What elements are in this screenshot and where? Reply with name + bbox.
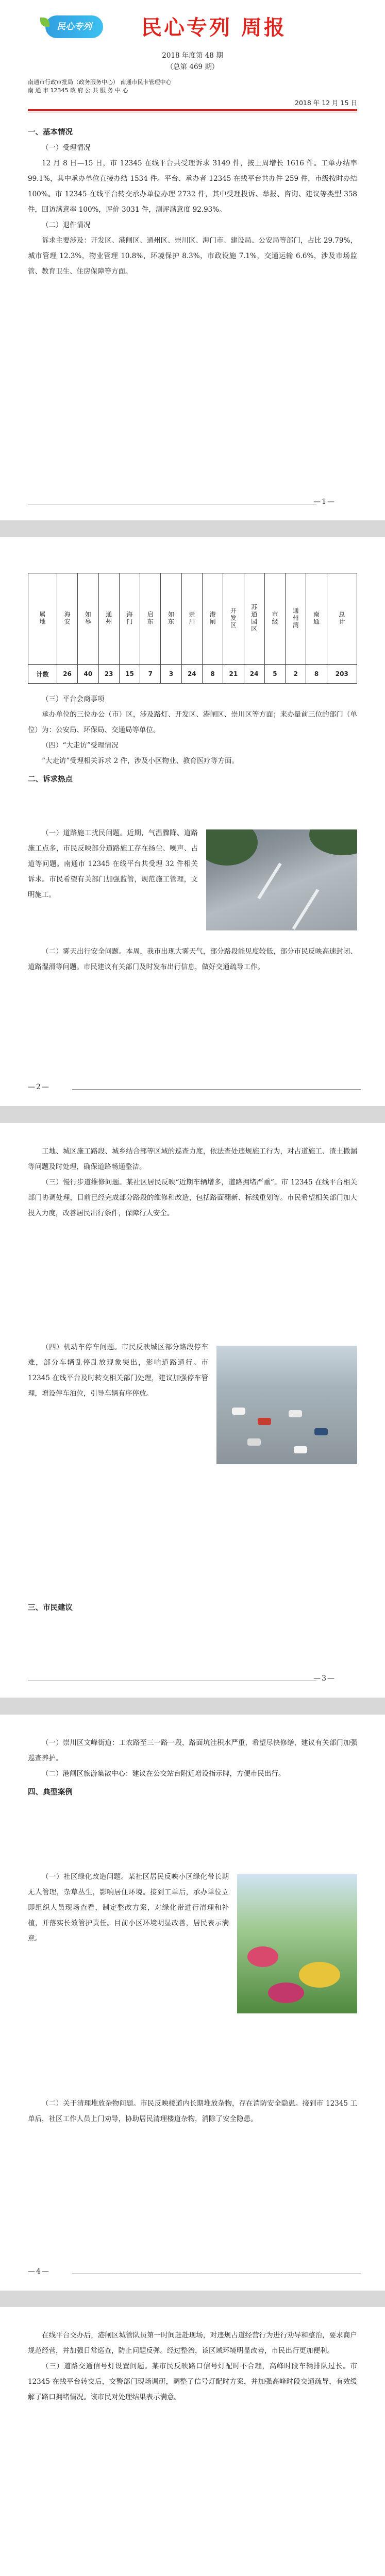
table-header-cell — [140, 573, 161, 665]
table-header-cell — [327, 573, 357, 665]
table-header-cell — [28, 573, 57, 665]
section-hotspots: 二、诉求热点 — [28, 775, 73, 784]
subsection-return: （二）退件情况 — [42, 221, 91, 229]
paragraph: （二）港闸区旅游集散中心：建议在公交站台附近增设指示牌，方便市民出行。 — [42, 1770, 286, 1778]
page1-body — [28, 122, 357, 279]
page-5 — [0, 2307, 385, 2576]
table-cell: 15 — [119, 665, 140, 684]
paragraph: 诉求主要涉及：开发区、港闸区、通州区、崇川区、海门市、建设局、公安局等部门，占比 29.79%，城市管理 12.3%，物业管理 10.8%，环境保护 8.3%，市政设施 7.1%，交通运输 6.6%，涉及市场监管、教育卫生、住房保障等方面。 — [28, 236, 357, 276]
section-basic: 一、基本情况 — [28, 128, 73, 137]
table-header-cell — [244, 573, 264, 665]
garden-photo — [237, 1874, 357, 2013]
paragraph: （二）雾天出行安全问题。本周，我市出现大雾天气，部分路段能见度较低，部分市民反映高速封闭、道路湿滑等问题。市民建议有关部门及时发布出行信息，做好交通疏导工作。 — [28, 947, 357, 971]
paragraph: “大走访”受理相关诉求 2 件，涉及小区物业、教育医疗等方面。 — [42, 757, 239, 765]
lane-mark — [257, 862, 281, 899]
page-number: —2— — [28, 1083, 50, 1091]
tree-shape — [309, 829, 357, 855]
table-header-cell — [223, 573, 244, 665]
header-label: 海门 — [125, 611, 133, 625]
date-line — [28, 98, 357, 107]
issuing-orgs — [28, 78, 172, 95]
brand-logo: 民心专列 — [45, 15, 103, 38]
flower-bed — [268, 1982, 304, 2003]
header-label: 市级 — [271, 611, 278, 625]
header-label: 南通 — [312, 611, 320, 625]
issue-number: 2018 年度第 48 期 — [162, 52, 223, 60]
subsection-visit: （四）“大走访”受理情况 — [42, 741, 119, 750]
table-header-cell — [161, 573, 181, 665]
tree-shape — [206, 829, 258, 866]
car-shape — [258, 1418, 271, 1425]
paragraph: （三）道路交通信号灯设置问题。某市民反映路口信号灯配时不合理，高峰时段车辆排队过长。市 12345 在线平台转交后，交警部门现场调研，调整了信号灯配时方案，并加强高峰时段交通疏导，有效缓解了路口拥堵情况。该市民对处理结果表示满意。 — [28, 2362, 357, 2401]
header-label: 通州 — [105, 611, 112, 625]
table-cell: 8 — [202, 665, 223, 684]
table-header-cell — [264, 573, 285, 665]
paragraph: （一）崇川区文峰街道：工农路至三一路一段，路面坑洼积水严重，希望尽快修缮，建议有关部门加强巡查养护。 — [28, 1739, 357, 1762]
table-header-cell — [202, 573, 223, 665]
flower-bed — [299, 1962, 340, 1988]
paragraph: （一）道路施工扰民问题。近期，气温骤降、道路施工点多，市民反映部分道路施工存在扬尘、噪声、占道等问题。南通市 12345 在线平台共受理 32 件相关诉求。市民希望有关部门加强监管，规范施工管理，文明施工。 — [28, 829, 198, 899]
table-cell: 7 — [140, 665, 161, 684]
car-shape — [247, 1438, 261, 1446]
header-label: 如东 — [167, 611, 175, 625]
car-shape — [289, 1410, 302, 1417]
page-number: —3— — [313, 1674, 336, 1683]
table-cell: 5 — [264, 665, 285, 684]
header-label: 开发区 — [229, 607, 237, 629]
page3-body-2 — [28, 1597, 357, 1616]
paragraph: 工地、城区施工路段、城乡结合部等区域的巡查力度，依法查处违规施工行为，对占道施工、渣土撒漏等问题及时处理，确保道路畅通整洁。 — [28, 1147, 357, 1171]
lane-mark — [292, 889, 320, 930]
section-suggestions: 三、市民建议 — [28, 1604, 73, 1612]
table-cell: 8 — [306, 665, 327, 684]
page-1 — [0, 0, 385, 520]
car-shape — [314, 1428, 328, 1435]
paragraph: （一）社区绿化改造问题。某社区居民反映小区绿化带长期无人管理，杂草丛生，影响居住环境。接到工单后，承办单位立即组织人员现场查看，制定整改方案，对绿化带进行清理和补植，并落实长效管护责任。目前小区环境明显改善，居民表示满意。 — [28, 1873, 229, 1943]
header-label: 通州湾 — [292, 607, 299, 629]
masthead-title: 民心专列 周报 — [141, 16, 287, 40]
road-construction-photo — [206, 829, 357, 930]
table-cell: 2 — [286, 665, 306, 684]
table-header-cell — [119, 573, 140, 665]
traffic-photo — [216, 1346, 357, 1464]
page4-left-col — [28, 1869, 229, 1946]
table-cell: 计数 — [28, 665, 57, 684]
page-2 — [0, 537, 385, 1106]
table-cell: 203 — [327, 665, 357, 684]
table-cell: 23 — [98, 665, 119, 684]
section-cases: 四、典型案例 — [28, 1788, 73, 1797]
subsection-accept: （一）受理情况 — [42, 144, 91, 152]
org-line-1: 南通市行政审批局（政务服务中心） 南通市民卡管理中心 — [28, 79, 172, 86]
issue-date: 2018 年 12 月 15 日 — [295, 99, 357, 107]
paragraph: 在线平台交办后，港闸区城管队员第一时间赶赴现场，对违规占道经营行为进行劝导和整治，要求商户规范经营，并加强日常巡查，防止问题反弹。经过整治，该区域环境明显改善，市民出行更加便利。 — [28, 2331, 357, 2355]
flower-bed — [247, 1946, 278, 1967]
table-cell: 24 — [244, 665, 264, 684]
header-label: 苏通园区 — [250, 603, 258, 633]
stats-table — [28, 573, 357, 684]
page4-body — [28, 1735, 357, 1800]
paragraph: （三）慢行步道维修问题。某社区居民反映“近期车辆增多，道路拥堵严重”。市 12345 在线平台相关部门协调处理，目前已经完成部分路段的维修和改造，包括路面翻新、标线重划等。市民希望相关部门加大投入力度，改善居民出行条件，保障行人安全。 — [28, 1178, 357, 1217]
page2-left-col — [28, 825, 198, 903]
table-cell: 26 — [57, 665, 77, 684]
table-header-cell — [286, 573, 306, 665]
page-number: —4— — [28, 2267, 50, 2276]
table-total-row — [28, 665, 357, 684]
header-label: 崇川 — [188, 611, 195, 625]
table-cell: 40 — [78, 665, 98, 684]
header-label: 港闸 — [209, 611, 216, 625]
header-label: 如皋 — [84, 611, 92, 625]
page3-body — [28, 1144, 357, 1221]
table-header-cell — [78, 573, 98, 665]
paragraph: （二）关于清理堆放杂物问题。市民反映楼道内长期堆放杂物，存在消防安全隐患。接到市 12345 工单后，社区工作人员上门劝导，协助居民清理楼道杂物，消除了安全隐患。 — [28, 2099, 357, 2123]
issue-total: （总第 469 期） — [166, 63, 219, 71]
page-4 — [0, 1715, 385, 2291]
table-cell: 21 — [223, 665, 244, 684]
table-header-row — [28, 573, 357, 665]
table-header-cell — [57, 573, 77, 665]
page5-body — [28, 2328, 357, 2405]
table-header-cell — [98, 573, 119, 665]
table-cell: 3 — [161, 665, 181, 684]
page-number: —1— — [313, 498, 336, 506]
paragraph: （四）机动车停车问题。市民反映城区部分路段停车难，部分车辆乱停乱放现象突出，影响道路通行。市 12345 在线平台及时转交相关部门处理，建议加强停车管理，增设停车泊位，引导车辆有序停放。 — [28, 1343, 208, 1398]
page3-left-col — [28, 1340, 208, 1401]
leaf-icon — [40, 18, 49, 27]
car-shape — [294, 1446, 307, 1453]
header-label: 总计 — [338, 611, 345, 625]
page-3 — [0, 1123, 385, 1698]
page2-body — [28, 691, 357, 787]
paragraph: 12 月 8 日—15 日，市 12345 在线平台共受理诉求 3149 件，按上周增长 1616 件。工单办结率 99.1%，其中承办单位直接办结 1534 件。平台、承办者 12345 在线平台共办件 259 件，市级按时办结 100%。市 12345 在线平台转交承办单位办理 2732 件，其中受理投诉、举报、咨询、建议等类型 358 件，回访满意率 100%，评价 3031 件，测评满意度 92.93%。 — [28, 159, 357, 214]
footer-rule — [72, 1089, 361, 1090]
table-header-cell — [181, 573, 202, 665]
subsection-consult: （三）平台会商事项 — [42, 695, 105, 703]
red-rule — [28, 109, 357, 111]
header-label: 启东 — [146, 611, 154, 625]
table-cell: 24 — [181, 665, 202, 684]
header-label: 海安 — [63, 611, 71, 625]
header-label: 属地 — [38, 611, 46, 625]
page2-body-2 — [28, 944, 357, 975]
page4-body-2 — [28, 2096, 357, 2127]
org-line-2: 南 通 市 12345 政 府 公 共 服 务 中 心 — [28, 87, 128, 94]
car-shape — [232, 1408, 245, 1415]
paragraph: 承办单位的三位办公（市）区，涉及路灯、开发区、港闸区、崇川区等方面；来办量前三位的部门（单位）为：公安局、环保局、交通局等单位。 — [28, 710, 357, 734]
table-header-cell — [306, 573, 327, 665]
